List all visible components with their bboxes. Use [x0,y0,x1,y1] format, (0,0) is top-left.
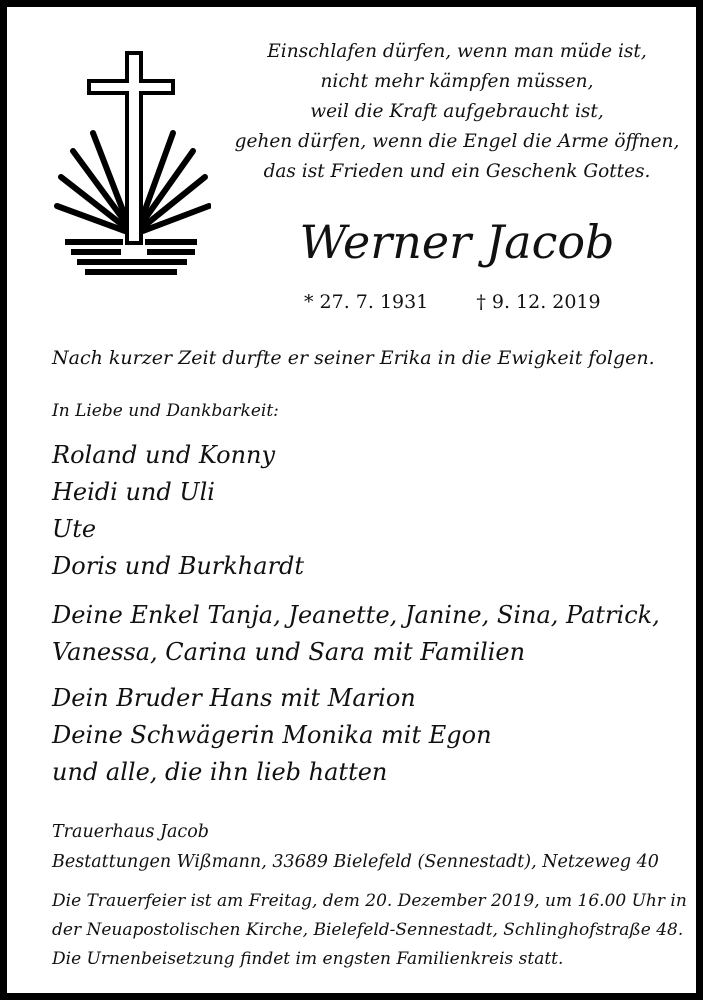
poem-line: gehen dürfen, wenn die Engel die Arme öffnen, [234,131,680,152]
mourners-relatives [52,680,492,791]
birth-date: * 27. 7. 1931 [304,291,429,313]
notice-line: der Neuapostolischen Kirche, Bielefeld-Sennestadt, Schlinghofstraße 48. [52,920,684,940]
mourner-line: Vanessa, Carina und Sara mit Familien [52,638,526,666]
poem-line: Einschlafen dürfen, wenn man müde ist, [267,41,647,62]
poem-line: nicht mehr kämpfen müssen, [320,71,594,92]
undertaker: Bestattungen Wißmann, 33689 Bielefeld (Sennestadt), Netzeweg 40 [52,852,659,872]
notice-line: Die Trauerfeier ist am Freitag, dem 20. Dezember 2019, um 16.00 Uhr in [52,891,687,911]
mourner-line: Deine Enkel Tanja, Jeanette, Janine, Sina, Patrick, [52,601,660,629]
mourner-line: Dein Bruder Hans mit Marion [52,684,416,712]
mourners-grandchildren [52,597,660,671]
funeral-notice [52,887,687,974]
notice-line: Die Urnenbeisetzung findet im engsten Familienkreis statt. [52,949,564,969]
intro-text: Nach kurzer Zeit durfte er seiner Erika in die Ewigkeit folgen. [52,347,655,369]
mourner-line: Roland und Konny [52,441,276,469]
mourner-line: Deine Schwägerin Monika mit Egon [52,721,492,749]
poem-line: das ist Frieden und ein Geschenk Gottes. [263,161,651,182]
death-date: † 9. 12. 2019 [476,291,601,313]
mourner-line: Heidi und Uli [52,478,215,506]
poem [232,37,682,187]
poem-line: weil die Kraft aufgebraucht ist, [310,101,604,122]
mourners-children [52,437,304,585]
mourner-line: und alle, die ihn lieb hatten [52,758,388,786]
life-dates [304,290,601,314]
mourner-line: Doris und Burkhardt [52,552,305,580]
deceased-name: Werner Jacob [299,215,615,269]
cross-with-rays-and-waves-icon [51,51,211,276]
mourner-line: Ute [52,515,97,543]
contact-footer [52,817,659,877]
mourning-house: Trauerhaus Jacob [52,822,209,842]
thanks-heading: In Liebe und Dankbarkeit: [52,401,279,421]
